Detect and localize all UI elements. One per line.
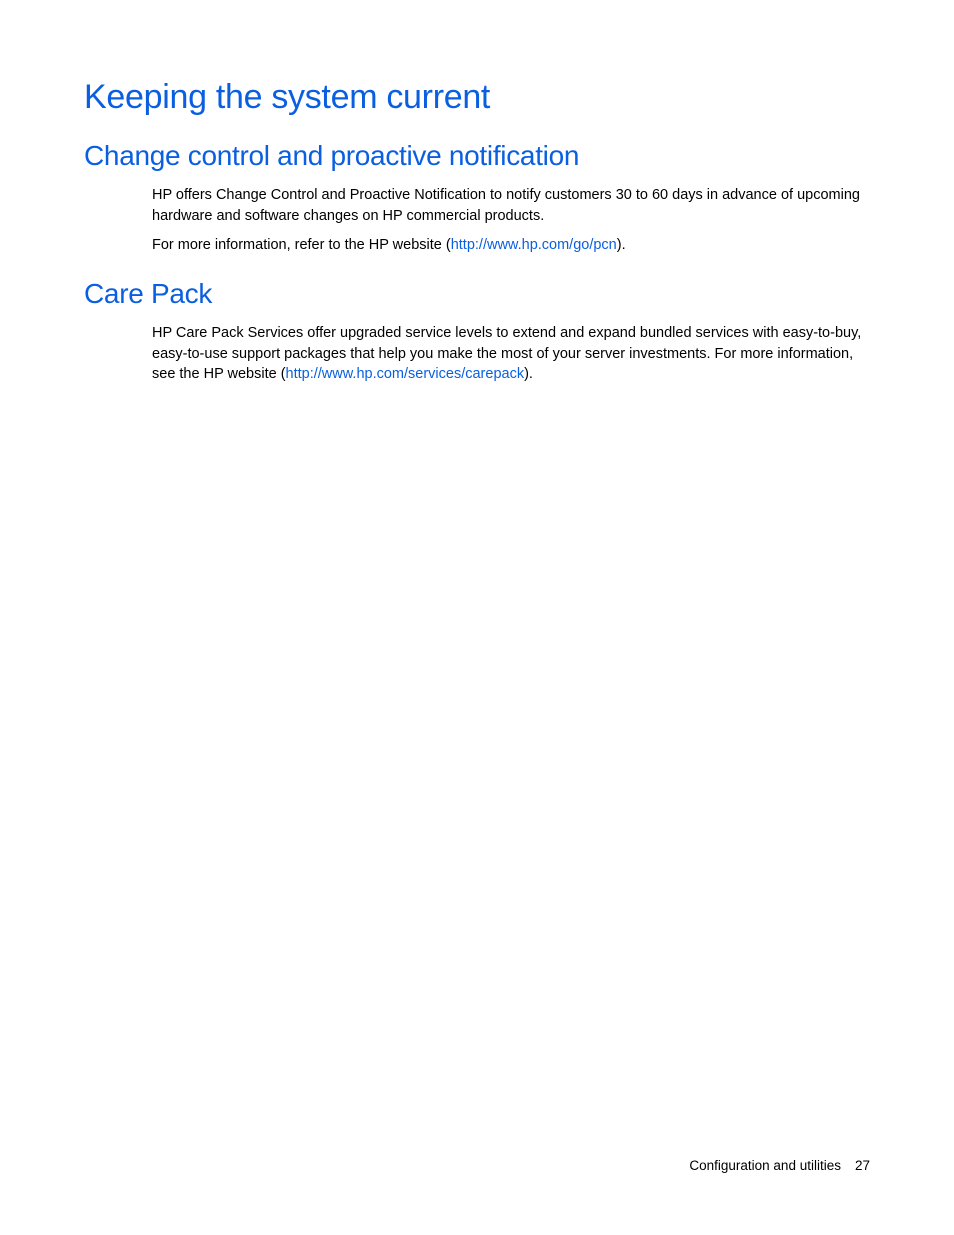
care-pack-paragraph bbox=[152, 323, 874, 385]
page-number: 27 bbox=[854, 1158, 870, 1173]
more-info-text-before: For more information, refer to the HP website ( bbox=[152, 237, 451, 253]
page-title: Keeping the system current bbox=[84, 78, 491, 116]
more-info-text-after: ). bbox=[616, 237, 626, 253]
section-heading-change-control: Change control and proactive notification bbox=[84, 140, 580, 171]
change-control-paragraph: HP offers Change Control and Proactive Notification to notify customers 30 to 60 days in advance of upcoming hardware and software changes on HP commercial products. bbox=[152, 187, 860, 224]
change-control-more-info bbox=[152, 235, 874, 256]
footer-section-title: Configuration and utilities bbox=[689, 1158, 841, 1173]
care-pack-text-after: ). bbox=[524, 366, 533, 382]
care-pack-text-before: HP Care Pack Services offer upgraded service levels to extend and expand bundled services with easy-to-buy, easy-to-use support packages that help you make the most of your server investments. For more information, see the HP website ( bbox=[152, 325, 862, 382]
carepack-link[interactable]: http://www.hp.com/services/carepack bbox=[285, 366, 525, 382]
page-footer bbox=[689, 1158, 870, 1173]
section-heading-care-pack: Care Pack bbox=[84, 278, 213, 309]
pcn-link[interactable]: http://www.hp.com/go/pcn bbox=[450, 237, 617, 253]
